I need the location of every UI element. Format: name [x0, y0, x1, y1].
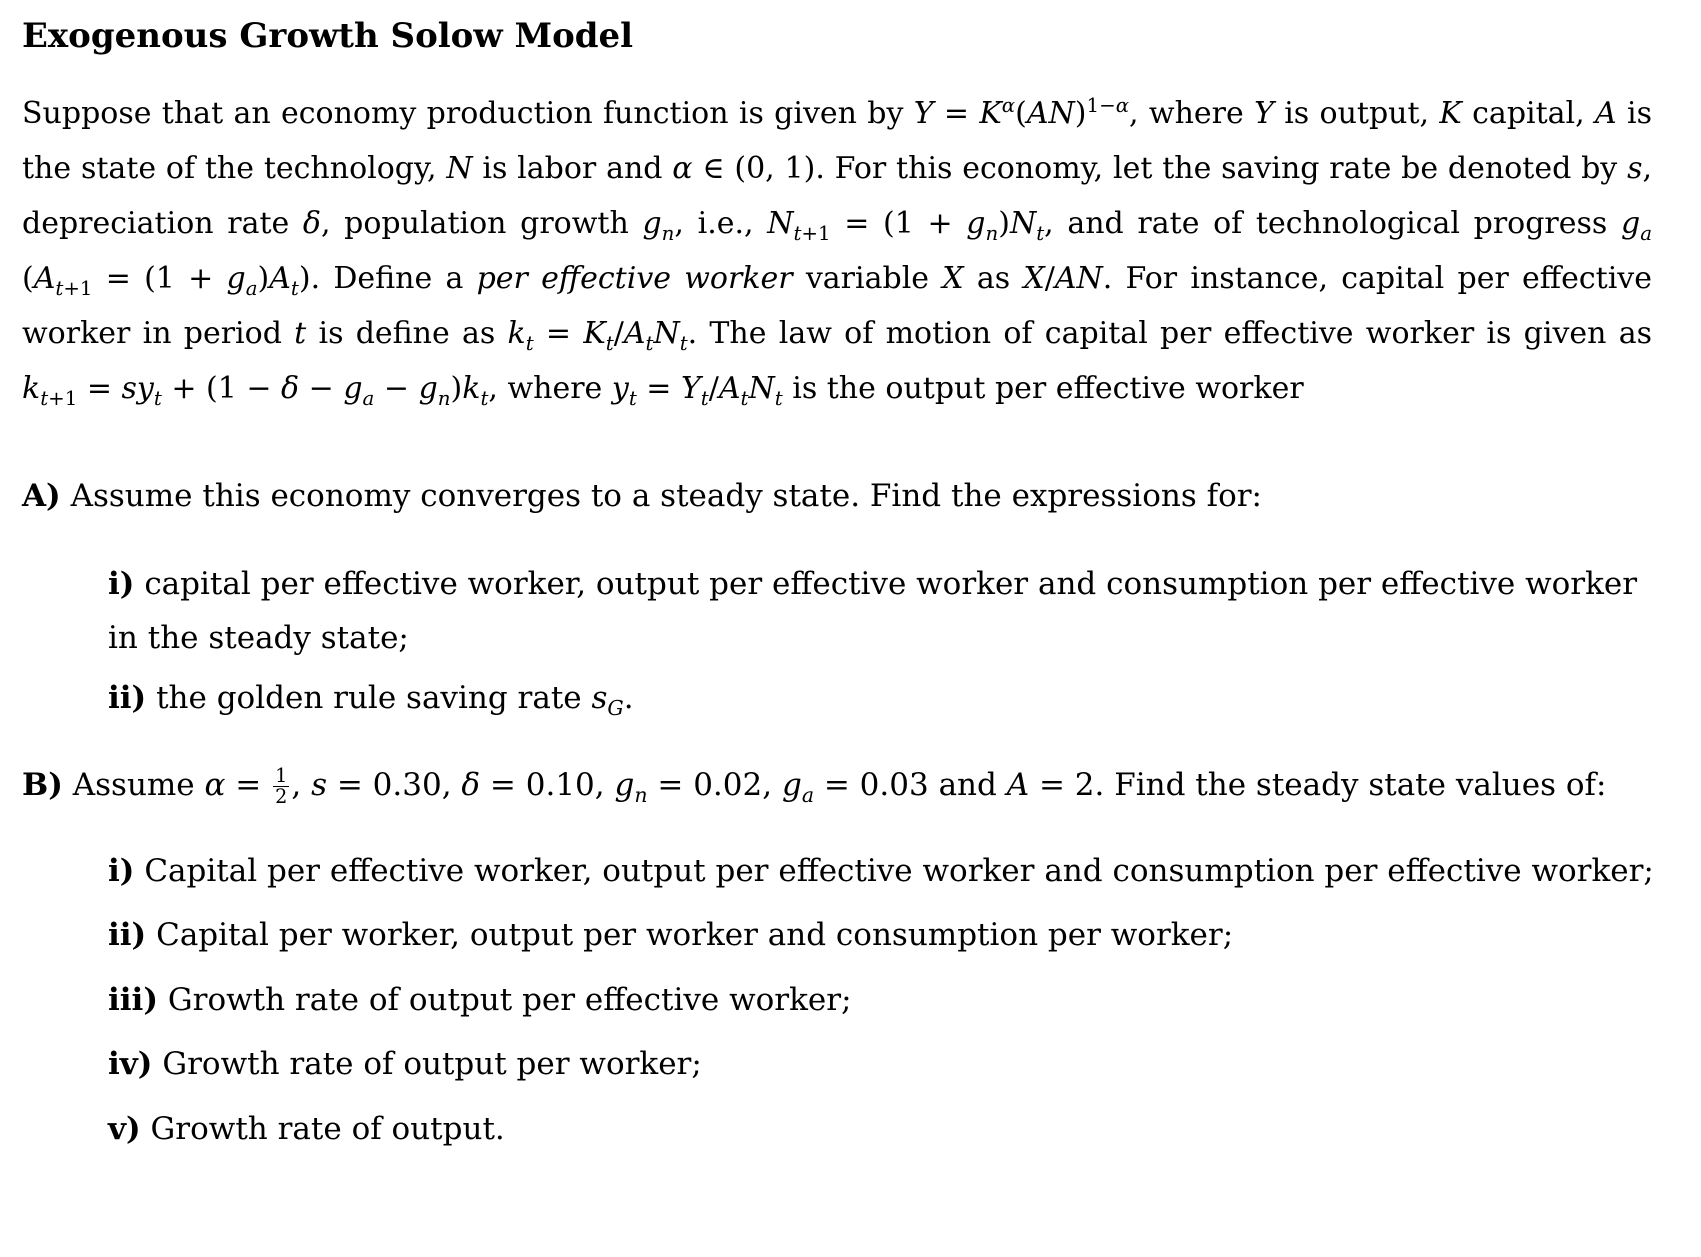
intro-paragraph: Suppose that an economy production function is given by $Y = K^\alpha(AN)^{1-\alpha}$, where Y is output, K capital, A is the state of the technology, N is labor and α ∈ (0, 1). For this economy, let the saving rate be denoted by s, depreciation rate δ, population growth $g_n$, i.e., $N_{t+1} = (1 + g_n)N_t$, and rate of technological progress $g_a$ $(A_{t+1} = (1 + g_a)A_t)$. Define a per effective worker variable X as X/AN. For instance, capital per effective worker in period t is define as $k_t = K_t/A_tN_t$. The law of motion of capital per effective worker is given as $k_{t+1} = sy_t + (1 - \delta - g_a - g_n)k_t$, where $y_t = Y_t/A_tN_t$ is the output per effective worker [22, 94, 1653, 410]
part-b-item-v: v) Growth rate of output. [108, 1111, 505, 1147]
part-a-heading [22, 476, 1262, 516]
part-b-item-i: i) Capital per effective worker, output per effective worker and consumption per effective worker; [108, 853, 1654, 889]
part-b-item-iii: iii) Growth rate of output per effective worker; [108, 982, 852, 1018]
page-title: Exogenous Growth Solow Model [22, 16, 634, 56]
part-a-label: A) [22, 478, 61, 514]
part-b-label: B) [22, 767, 63, 803]
part-a-item-i: i) capital per effective worker, output per effective worker and consumption per effective worker in the steady state; [108, 566, 1638, 656]
part-b-item-iv: iv) Growth rate of output per worker; [108, 1046, 702, 1082]
part-b-item-ii: ii) Capital per worker, output per worker and consumption per worker; [108, 917, 1234, 953]
fraction-one-half: $\frac{1}{2}$ [275, 763, 288, 808]
part-a-item-ii: ii) the golden rule saving rate $s_G$. [108, 680, 634, 721]
part-a-text: Assume this economy converges to a steady state. Find the expressions for: [70, 478, 1262, 514]
part-b-heading: B) Assume α = $\frac{1}{2}$ , s = 0.30, δ = 0.10, $g_n = 0.02$, $g_a = 0.03$ and A = 2. Find the steady state values of: [22, 763, 1607, 808]
